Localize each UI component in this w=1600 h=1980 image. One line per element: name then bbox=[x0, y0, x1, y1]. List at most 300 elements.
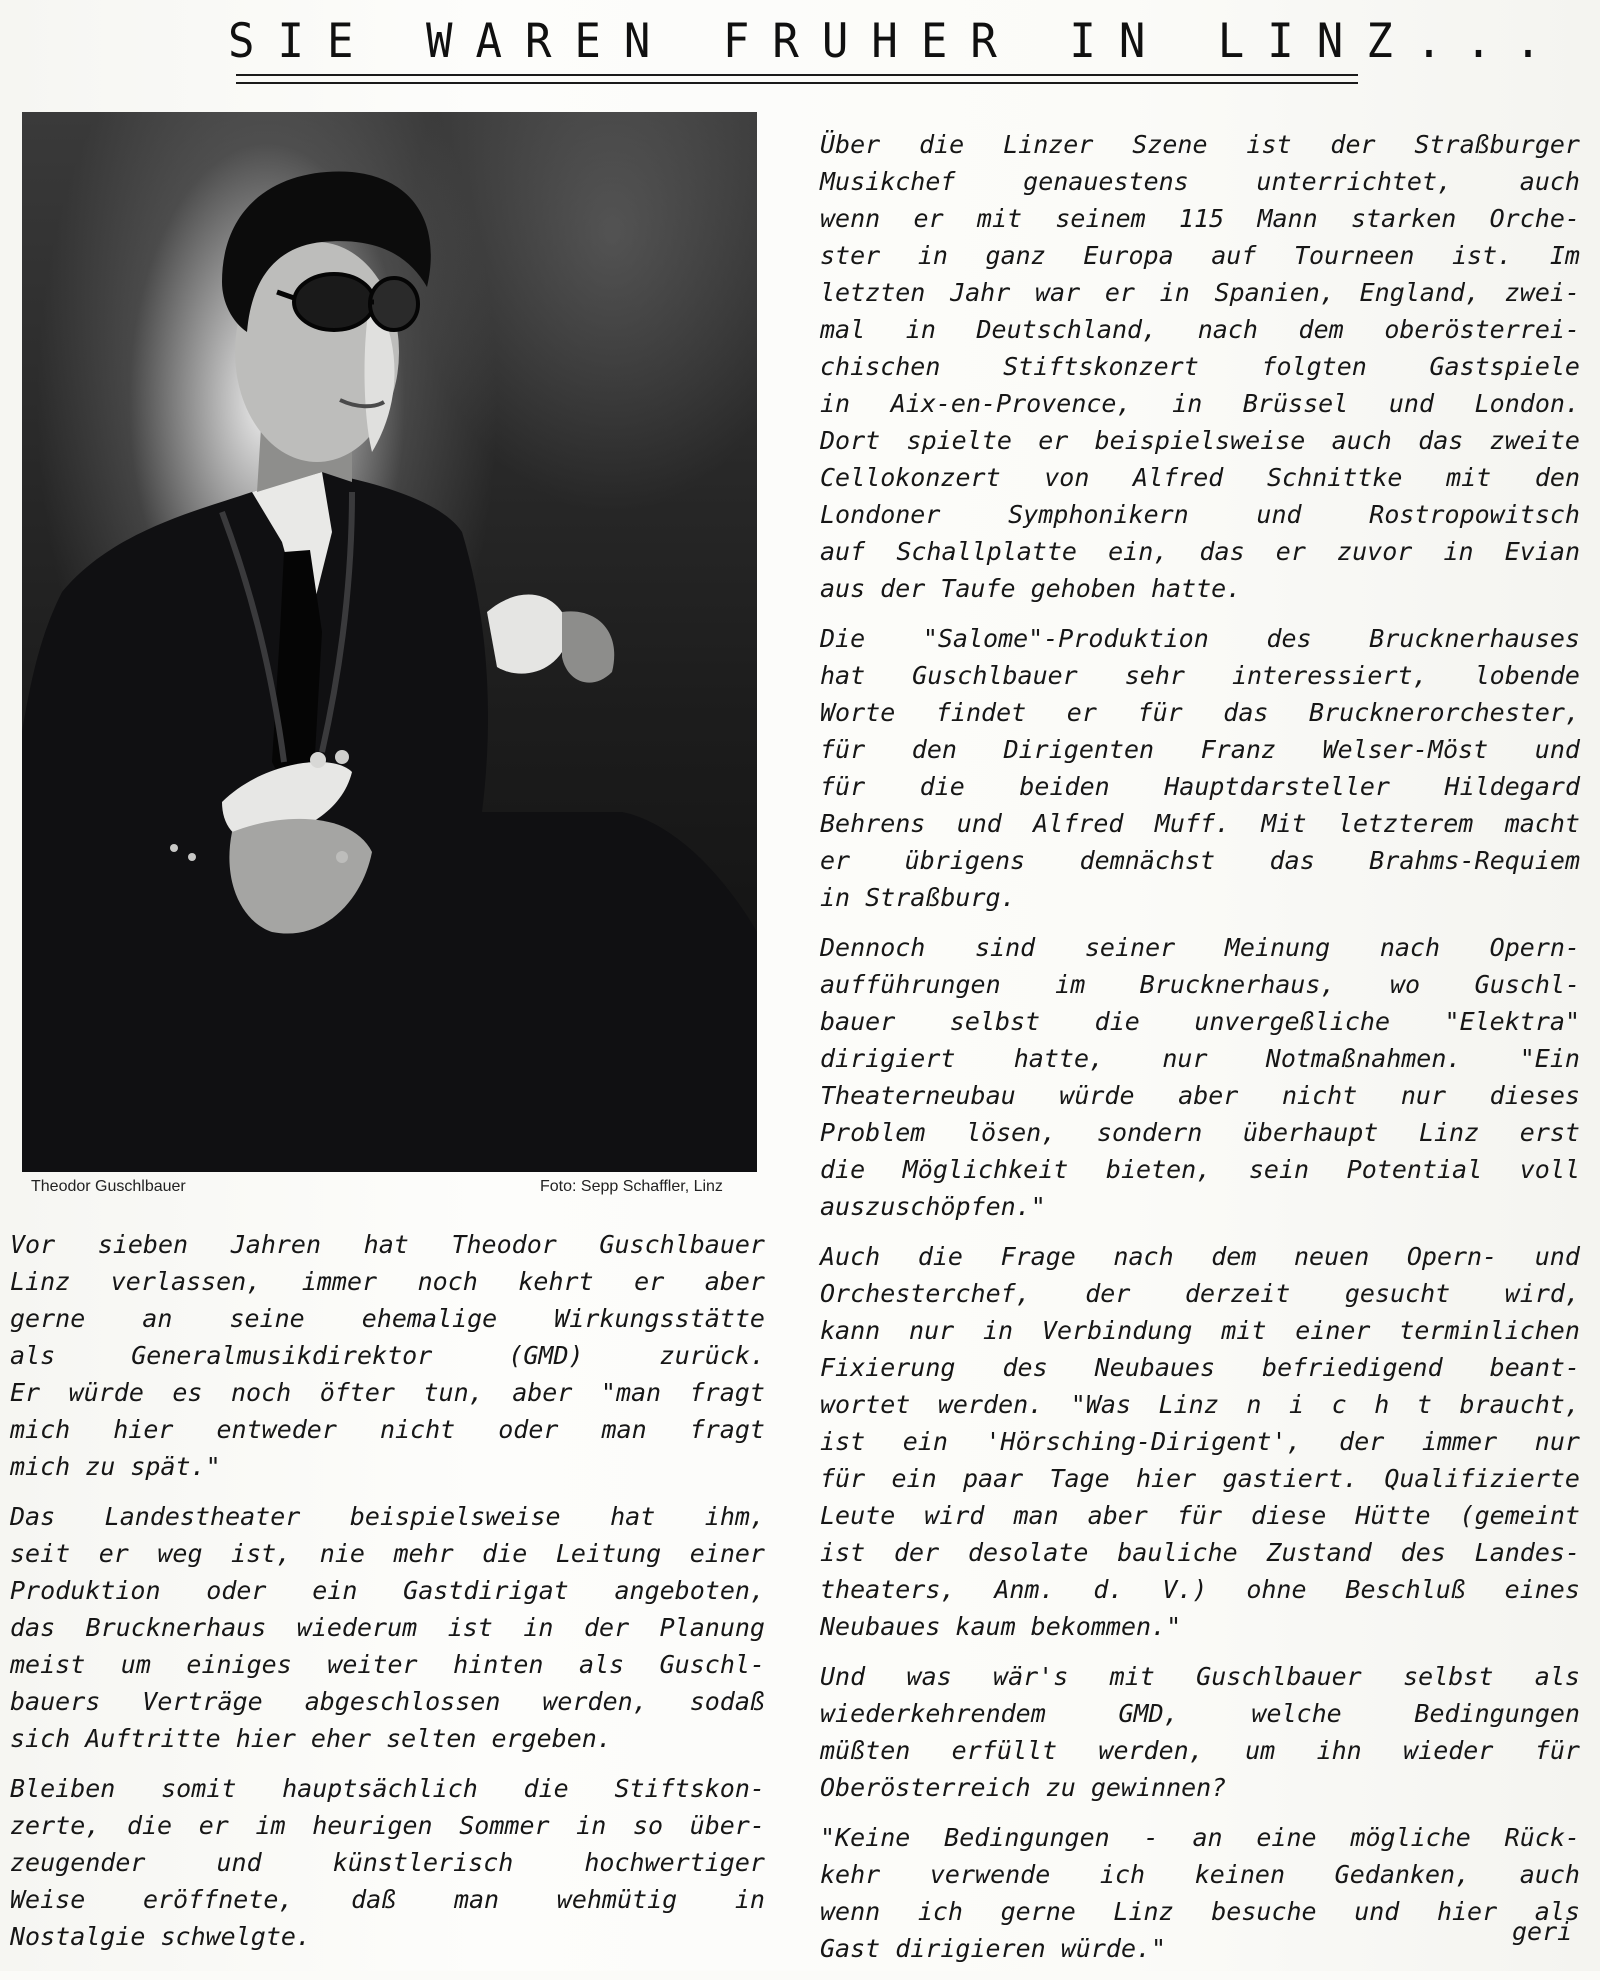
word: beispielsweise bbox=[1094, 426, 1306, 455]
word: hier bbox=[235, 1724, 296, 1753]
word: Guschlbauer bbox=[599, 1230, 765, 1259]
word: kann bbox=[820, 1316, 881, 1345]
word: beiden bbox=[1019, 772, 1110, 801]
word: eine bbox=[1256, 1823, 1317, 1852]
word: hatte. bbox=[1150, 574, 1242, 603]
word: Tage bbox=[1049, 1464, 1110, 1493]
word: Londoner bbox=[820, 500, 941, 529]
word: tun, bbox=[423, 1378, 484, 1407]
word: was bbox=[906, 1662, 952, 1691]
word: dem bbox=[1211, 1242, 1257, 1271]
word: "man bbox=[600, 1378, 662, 1407]
text-line bbox=[820, 1312, 1580, 1349]
word: wird bbox=[924, 1501, 985, 1530]
word: oberösterrei- bbox=[1384, 315, 1580, 344]
word: Schallplatte bbox=[896, 537, 1077, 566]
word: 'Hörsching-Dirigent', bbox=[985, 1427, 1302, 1456]
word: ich bbox=[917, 1897, 963, 1926]
word: in bbox=[905, 315, 936, 344]
word: Bedingungen bbox=[944, 1823, 1110, 1852]
word: "Ein bbox=[1519, 1044, 1580, 1073]
word: in bbox=[820, 389, 851, 418]
paragraph bbox=[820, 1238, 1580, 1645]
word: beispielsweise bbox=[349, 1502, 561, 1531]
word: hier bbox=[113, 1415, 174, 1444]
word: Dirigenten bbox=[1003, 735, 1155, 764]
word: Planung bbox=[659, 1613, 765, 1642]
text-line bbox=[820, 1497, 1580, 1534]
word: kaum bbox=[955, 1612, 1016, 1641]
article-right-column bbox=[820, 126, 1580, 1980]
word: eröffnete, bbox=[142, 1885, 294, 1914]
word: der bbox=[1330, 130, 1376, 159]
word: künstlerisch bbox=[332, 1848, 514, 1877]
word: man bbox=[453, 1885, 500, 1914]
word: Möglichkeit bbox=[902, 1155, 1069, 1184]
word: werden. bbox=[937, 1390, 1044, 1419]
word: Frage bbox=[1000, 1242, 1076, 1271]
word: spielte bbox=[906, 426, 1012, 455]
word: Alfred bbox=[1133, 463, 1224, 492]
word: Generalmusikdirektor bbox=[131, 1341, 433, 1370]
word: der bbox=[583, 1613, 630, 1642]
word: Orchesterchef, bbox=[820, 1279, 1031, 1308]
text-line bbox=[820, 348, 1580, 385]
word: London. bbox=[1474, 389, 1580, 418]
word: wiederkehrendem bbox=[820, 1699, 1046, 1728]
word: diese bbox=[1251, 1501, 1327, 1530]
word: Neubaues bbox=[1094, 1353, 1216, 1382]
word: würde." bbox=[1060, 1934, 1167, 1963]
word: bekommen." bbox=[1030, 1612, 1182, 1641]
word: aber bbox=[512, 1378, 573, 1407]
word: nach bbox=[1113, 1242, 1174, 1271]
word: Landestheater bbox=[104, 1502, 301, 1531]
word: Hauptdarsteller bbox=[1164, 772, 1390, 801]
word: mich bbox=[10, 1452, 71, 1481]
word: beant- bbox=[1489, 1353, 1580, 1382]
word: seine bbox=[229, 1304, 305, 1333]
word: Jahr bbox=[950, 278, 1011, 307]
text-line bbox=[820, 1658, 1580, 1695]
word: nur bbox=[909, 1316, 955, 1345]
word: Opern- bbox=[1489, 933, 1580, 962]
word: Taufe bbox=[940, 574, 1016, 603]
word: mit bbox=[1221, 1316, 1267, 1345]
word: zu bbox=[85, 1452, 116, 1481]
word: er bbox=[634, 1267, 665, 1296]
text-line bbox=[820, 126, 1580, 163]
word: Aix-en-Provence, bbox=[890, 389, 1132, 418]
word: lobende bbox=[1474, 661, 1580, 690]
word: des bbox=[1266, 624, 1312, 653]
word: c bbox=[1331, 1390, 1347, 1419]
photo-caption: Theodor Guschlbauer bbox=[31, 1178, 186, 1195]
word: einiges bbox=[186, 1650, 292, 1679]
word: Theaterneubau bbox=[820, 1081, 1016, 1110]
word: Tourneen bbox=[1293, 241, 1415, 270]
word: kehrt bbox=[518, 1267, 594, 1296]
word: müßten bbox=[820, 1736, 911, 1765]
word: war bbox=[1034, 278, 1081, 307]
word: Musikchef bbox=[820, 167, 956, 196]
word: Brüssel bbox=[1242, 389, 1349, 418]
word: an bbox=[142, 1304, 173, 1333]
text-line bbox=[820, 966, 1580, 1003]
word: demnächst bbox=[1079, 846, 1216, 875]
word: Muff. bbox=[1154, 809, 1231, 838]
word: Rostropowitsch bbox=[1369, 500, 1580, 529]
word: hat bbox=[363, 1230, 409, 1259]
word: er bbox=[1104, 278, 1135, 307]
text-line bbox=[820, 237, 1580, 274]
word: braucht, bbox=[1459, 1390, 1580, 1419]
word: selbst bbox=[949, 1007, 1041, 1036]
text-line bbox=[820, 496, 1580, 533]
word: von bbox=[1044, 463, 1090, 492]
word: nach bbox=[1379, 933, 1441, 962]
word: sodaß bbox=[689, 1687, 765, 1716]
word: fragt bbox=[689, 1415, 765, 1444]
word: der bbox=[1085, 1279, 1131, 1308]
word: um bbox=[1245, 1736, 1276, 1765]
word: folgten bbox=[1261, 352, 1367, 381]
word: Über bbox=[820, 130, 881, 159]
word: ich bbox=[1099, 1860, 1146, 1889]
word: für bbox=[1534, 1736, 1580, 1765]
word: Zustand bbox=[1266, 1538, 1372, 1567]
text-line bbox=[820, 1114, 1580, 1151]
word: nur bbox=[1400, 1081, 1447, 1110]
word: sieben bbox=[97, 1230, 189, 1259]
word: Leitung bbox=[555, 1539, 662, 1568]
word: hier bbox=[1436, 1897, 1498, 1926]
word: ster bbox=[820, 241, 881, 270]
word: daß bbox=[351, 1885, 397, 1914]
text-line bbox=[820, 163, 1580, 200]
word: weiter bbox=[327, 1650, 418, 1679]
word: t bbox=[1416, 1390, 1432, 1419]
text-line bbox=[820, 570, 1580, 607]
word: Neubaues bbox=[820, 1612, 941, 1641]
word: als bbox=[1534, 1662, 1580, 1691]
word: die bbox=[917, 1242, 963, 1271]
word: Jahren bbox=[230, 1230, 322, 1259]
text-line bbox=[10, 1226, 765, 1263]
word: Mann bbox=[1257, 204, 1318, 233]
word: erfüllt bbox=[951, 1736, 1058, 1765]
word: Dennoch bbox=[820, 933, 926, 962]
word: als bbox=[578, 1650, 625, 1679]
word: zurück. bbox=[659, 1341, 765, 1370]
text-line bbox=[820, 1695, 1580, 1732]
word: ihm, bbox=[704, 1502, 765, 1531]
word: hauptsächlich bbox=[282, 1774, 478, 1803]
word: mal bbox=[820, 315, 866, 344]
paragraph bbox=[820, 620, 1580, 916]
word: derzeit bbox=[1184, 1279, 1291, 1308]
word: wird, bbox=[1504, 1279, 1580, 1308]
word: in bbox=[917, 241, 948, 270]
word: mit bbox=[1446, 463, 1492, 492]
text-line bbox=[820, 311, 1580, 348]
word: nie bbox=[319, 1539, 365, 1568]
text-line bbox=[820, 842, 1580, 879]
word: dieses bbox=[1489, 1081, 1580, 1110]
word: die bbox=[919, 130, 965, 159]
word: Straßburger bbox=[1414, 130, 1580, 159]
word: ist bbox=[820, 1427, 866, 1456]
word: seit bbox=[10, 1539, 71, 1568]
word: Opern- bbox=[1406, 1242, 1498, 1271]
word: Brucknerhaus bbox=[85, 1613, 267, 1642]
word: ist, bbox=[231, 1539, 292, 1568]
word: immer bbox=[1421, 1427, 1498, 1456]
text-line bbox=[820, 1460, 1580, 1497]
text-line bbox=[10, 1448, 765, 1485]
word: starken bbox=[1350, 204, 1457, 233]
text-line bbox=[820, 657, 1580, 694]
word: Szene bbox=[1132, 130, 1208, 159]
word: Brucknerhaus, bbox=[1139, 970, 1336, 999]
word: auf bbox=[820, 537, 866, 566]
text-line bbox=[820, 731, 1580, 768]
word: den bbox=[1534, 463, 1580, 492]
word: Gastdirigat bbox=[403, 1576, 569, 1605]
word: "Was bbox=[1070, 1390, 1132, 1419]
word: Weise bbox=[10, 1885, 86, 1914]
word: würde bbox=[68, 1378, 144, 1407]
word: kehr bbox=[820, 1860, 881, 1889]
word: sich bbox=[10, 1724, 71, 1753]
text-line bbox=[820, 1275, 1580, 1312]
word: Anm. bbox=[994, 1575, 1055, 1604]
word: er bbox=[1038, 426, 1069, 455]
word: er bbox=[820, 846, 851, 875]
text-line bbox=[820, 1238, 1580, 1275]
word: spät." bbox=[130, 1452, 221, 1481]
word: immer bbox=[301, 1267, 378, 1296]
word: zu bbox=[1045, 1773, 1076, 1802]
text-line bbox=[10, 1770, 765, 1807]
word: seiner bbox=[1084, 933, 1176, 962]
word: aber bbox=[1087, 1501, 1148, 1530]
word: als bbox=[10, 1341, 56, 1370]
portrait-photo bbox=[22, 112, 757, 1172]
word: bauliche bbox=[1117, 1538, 1238, 1567]
article-left-column bbox=[10, 1226, 765, 1968]
word: erst bbox=[1519, 1118, 1580, 1147]
word: Guschlbauer bbox=[1196, 1662, 1362, 1691]
word: (gemeint bbox=[1459, 1501, 1580, 1530]
word: Sommer bbox=[459, 1811, 550, 1840]
word: Gast bbox=[820, 1934, 881, 1963]
word: verlassen, bbox=[110, 1267, 262, 1296]
text-line bbox=[10, 1918, 765, 1955]
word: h bbox=[1374, 1390, 1390, 1419]
word: wieder bbox=[1403, 1736, 1494, 1765]
word: ehemalige bbox=[361, 1304, 498, 1333]
word: wo bbox=[1390, 970, 1421, 999]
word: Rück- bbox=[1504, 1823, 1580, 1852]
word: des bbox=[1002, 1353, 1048, 1382]
word: das bbox=[1269, 846, 1315, 875]
word: für bbox=[1176, 1501, 1223, 1530]
word: heurigen bbox=[312, 1811, 433, 1840]
word: selbst bbox=[1403, 1662, 1494, 1691]
word: bieten, bbox=[1105, 1155, 1212, 1184]
word: 115 bbox=[1178, 204, 1225, 233]
word: ein bbox=[902, 1427, 948, 1456]
word: auch bbox=[1519, 167, 1580, 196]
word: Stiftskonzert bbox=[1003, 352, 1199, 381]
word: Vor bbox=[10, 1230, 56, 1259]
word: und bbox=[1534, 1242, 1580, 1271]
word: sehr bbox=[1124, 661, 1185, 690]
portrait-photo-art bbox=[22, 112, 757, 1172]
word: hochwertiger bbox=[584, 1848, 765, 1877]
word: letzten bbox=[820, 278, 926, 307]
word: terminlichen bbox=[1399, 1316, 1580, 1345]
text-line bbox=[10, 1683, 765, 1720]
word: hatte, bbox=[1013, 1044, 1105, 1073]
word: die bbox=[820, 1155, 866, 1184]
text-line bbox=[10, 1807, 765, 1844]
word: Welser-Möst bbox=[1322, 735, 1489, 764]
text-line bbox=[10, 1646, 765, 1683]
text-line bbox=[10, 1535, 765, 1572]
word: ist bbox=[820, 1538, 866, 1567]
word: Cellokonzert bbox=[820, 463, 1001, 492]
word: "Salome"-Produktion bbox=[922, 624, 1209, 653]
word: wehmütig bbox=[556, 1885, 678, 1914]
word: aus bbox=[820, 574, 866, 603]
word: man bbox=[601, 1415, 647, 1444]
word: eher bbox=[310, 1724, 372, 1753]
word: für bbox=[820, 772, 866, 801]
word: sind bbox=[975, 933, 1036, 962]
word: den bbox=[911, 735, 957, 764]
word: Spanien, bbox=[1214, 278, 1335, 307]
text-line bbox=[10, 1572, 765, 1609]
word: entweder bbox=[216, 1415, 337, 1444]
word: einer bbox=[689, 1539, 765, 1568]
word: noch bbox=[230, 1378, 292, 1407]
word: das bbox=[1199, 537, 1245, 566]
word: hat bbox=[820, 661, 866, 690]
word: es bbox=[172, 1378, 203, 1407]
word: Produktion bbox=[10, 1576, 161, 1605]
word: in bbox=[734, 1885, 765, 1914]
word: Deutschland, bbox=[976, 315, 1158, 344]
word: oder bbox=[206, 1576, 267, 1605]
word: desolate bbox=[967, 1538, 1089, 1567]
word: er bbox=[1275, 537, 1306, 566]
word: ein, bbox=[1108, 537, 1169, 566]
text-line bbox=[820, 1769, 1580, 1806]
word: d. bbox=[1093, 1575, 1124, 1604]
text-line bbox=[820, 929, 1580, 966]
word: Gastspiele bbox=[1429, 352, 1580, 381]
word: dirigieren bbox=[895, 1934, 1046, 1963]
paragraph bbox=[820, 1819, 1580, 1967]
word: die bbox=[126, 1811, 173, 1840]
word: wär's bbox=[993, 1662, 1069, 1691]
word: und bbox=[1534, 735, 1580, 764]
word: Behrens bbox=[820, 809, 926, 838]
text-line bbox=[820, 1003, 1580, 1040]
word: wenn bbox=[820, 1897, 881, 1926]
text-line bbox=[10, 1609, 765, 1646]
word: interessiert, bbox=[1231, 661, 1428, 690]
text-line bbox=[820, 200, 1580, 237]
word: würde bbox=[1059, 1081, 1135, 1110]
word: wenn bbox=[820, 204, 881, 233]
word: auf bbox=[1211, 241, 1257, 270]
word: Das bbox=[10, 1502, 56, 1531]
word: man bbox=[1013, 1501, 1059, 1530]
word: ganz bbox=[985, 241, 1046, 270]
word: Qualifizierte bbox=[1384, 1464, 1580, 1493]
text-line bbox=[820, 1732, 1580, 1769]
word: zeugender bbox=[10, 1848, 146, 1877]
word: Brucknerhauses bbox=[1369, 624, 1580, 653]
text-line bbox=[10, 1844, 765, 1881]
word: befriedigend bbox=[1262, 1353, 1443, 1382]
word: macht bbox=[1504, 809, 1580, 838]
word: Alfred bbox=[1033, 809, 1124, 838]
word: weg bbox=[157, 1539, 203, 1568]
word: Guschlbauer bbox=[912, 661, 1078, 690]
word: nach bbox=[1197, 315, 1258, 344]
word: neuen bbox=[1293, 1242, 1370, 1271]
word: Stiftskon- bbox=[614, 1774, 765, 1803]
word: ergeben. bbox=[491, 1724, 612, 1753]
word: übrigens bbox=[904, 846, 1026, 875]
text-line bbox=[820, 1819, 1580, 1856]
word: bauer bbox=[820, 1007, 896, 1036]
word: abgeschlossen bbox=[304, 1687, 501, 1716]
word: paar bbox=[962, 1464, 1024, 1493]
word: auszuschöpfen." bbox=[820, 1192, 1046, 1221]
text-line bbox=[820, 1188, 1580, 1225]
text-line bbox=[820, 1423, 1580, 1460]
word: in bbox=[1443, 537, 1474, 566]
word: die bbox=[482, 1539, 528, 1568]
word: Beschluß bbox=[1345, 1575, 1466, 1604]
word: überhaupt bbox=[1242, 1118, 1379, 1147]
text-line bbox=[820, 459, 1580, 496]
word: Dort bbox=[820, 426, 881, 455]
text-line bbox=[10, 1720, 765, 1757]
word: GMD, bbox=[1118, 1699, 1179, 1728]
word: und bbox=[1388, 389, 1434, 418]
word: sein bbox=[1248, 1155, 1310, 1184]
text-line bbox=[820, 768, 1580, 805]
word: selten bbox=[386, 1724, 477, 1753]
word: die bbox=[1094, 1007, 1140, 1036]
word: gastiert. bbox=[1222, 1464, 1358, 1493]
word: "Keine bbox=[820, 1823, 911, 1852]
word: aufführungen bbox=[820, 970, 1001, 999]
word: Fixierung bbox=[820, 1353, 956, 1382]
headline-double-rule-top bbox=[236, 74, 1358, 76]
text-line bbox=[820, 1534, 1580, 1571]
word: Verbindung bbox=[1041, 1316, 1193, 1345]
word: in bbox=[983, 1316, 1014, 1345]
word: Linzer bbox=[1003, 130, 1094, 159]
text-line bbox=[10, 1300, 765, 1337]
